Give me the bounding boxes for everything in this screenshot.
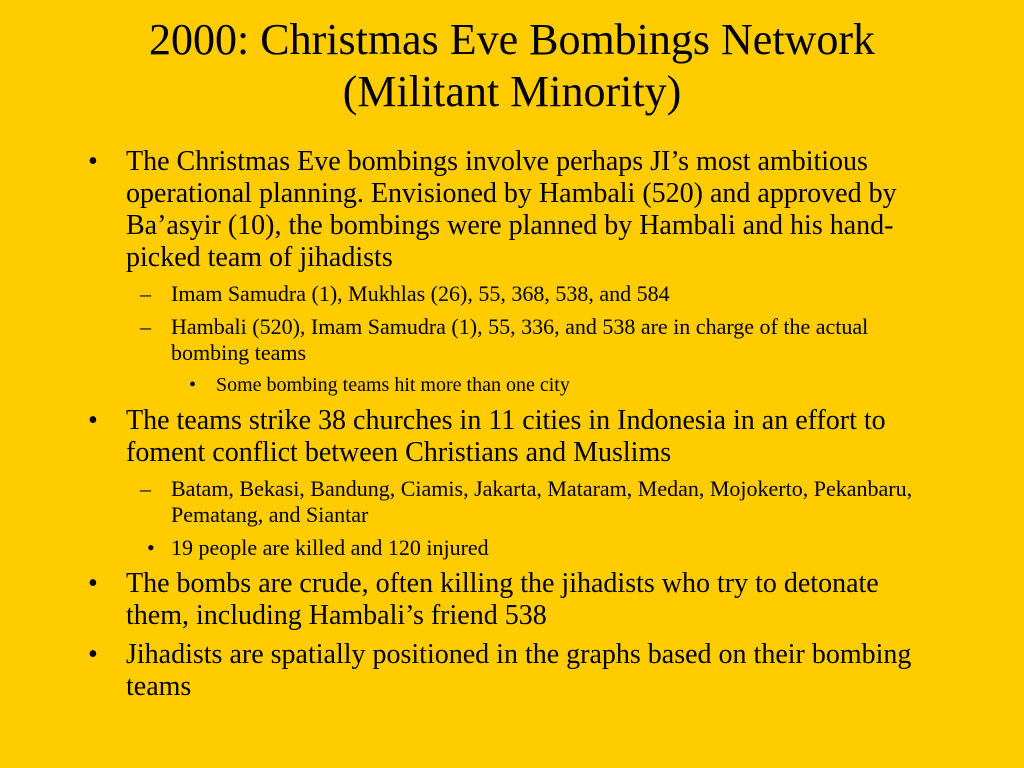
bullet-dash-icon: –	[140, 314, 151, 339]
sub-sub-bullet-item	[0, 373, 916, 397]
sub-bullet-text: 19 people are killed and 120 injured	[171, 535, 489, 560]
bullet-dot-icon: •	[88, 639, 98, 670]
bullet-dash-icon: –	[140, 476, 151, 501]
title-line-2: (Militant Minority)	[342, 67, 682, 116]
bullet-dot-icon: •	[88, 405, 98, 436]
bullet-list	[0, 146, 1024, 710]
slide-title	[40, 14, 984, 118]
sub-bullet-item	[0, 476, 931, 528]
sub-bullet-text: Batam, Bekasi, Bandung, Ciamis, Jakarta, Mataram, Medan, Mojokerto, Pekanbaru, Pematang, and Siantar	[171, 476, 913, 527]
bullet-dot-icon: •	[88, 568, 98, 599]
sub-bullet-item	[0, 281, 931, 307]
sub-bullet-text: Imam Samudra (1), Mukhlas (26), 55, 368, 538, and 584	[171, 281, 670, 306]
sub-bullet-item	[0, 535, 931, 561]
sub-sub-bullet-text: Some bombing teams hit more than one city	[216, 374, 570, 396]
sub-bullet-item	[0, 314, 931, 366]
title-line-1: 2000: Christmas Eve Bombings Network	[149, 15, 875, 64]
bullet-item	[0, 568, 936, 632]
bullet-item	[0, 405, 936, 469]
bullet-text: The bombs are crude, often killing the jihadists who try to detonate them, including Hambali’s friend 538	[126, 568, 879, 631]
bullet-item	[0, 146, 936, 274]
bullet-text: The teams strike 38 churches in 11 cities in Indonesia in an effort to foment conflict between Christians and Muslims	[126, 405, 886, 468]
bullet-dash-icon: –	[140, 281, 151, 306]
bullet-text: The Christmas Eve bombings involve perhaps JI’s most ambitious operational planning. Envisioned by Hambali (520) and approved by Ba’asyir (10), the bombings were planned by Hambali and his hand-picked team of jihadists	[126, 146, 897, 273]
bullet-text: Jihadists are spatially positioned in the graphs based on their bombing teams	[126, 639, 912, 702]
bullet-dot-icon: •	[88, 146, 98, 177]
bullet-dot-icon: •	[189, 374, 197, 396]
sub-bullet-text: Hambali (520), Imam Samudra (1), 55, 336, and 538 are in charge of the actual bombing teams	[171, 314, 869, 365]
bullet-item	[0, 639, 936, 703]
bullet-dot-icon: •	[147, 535, 155, 560]
